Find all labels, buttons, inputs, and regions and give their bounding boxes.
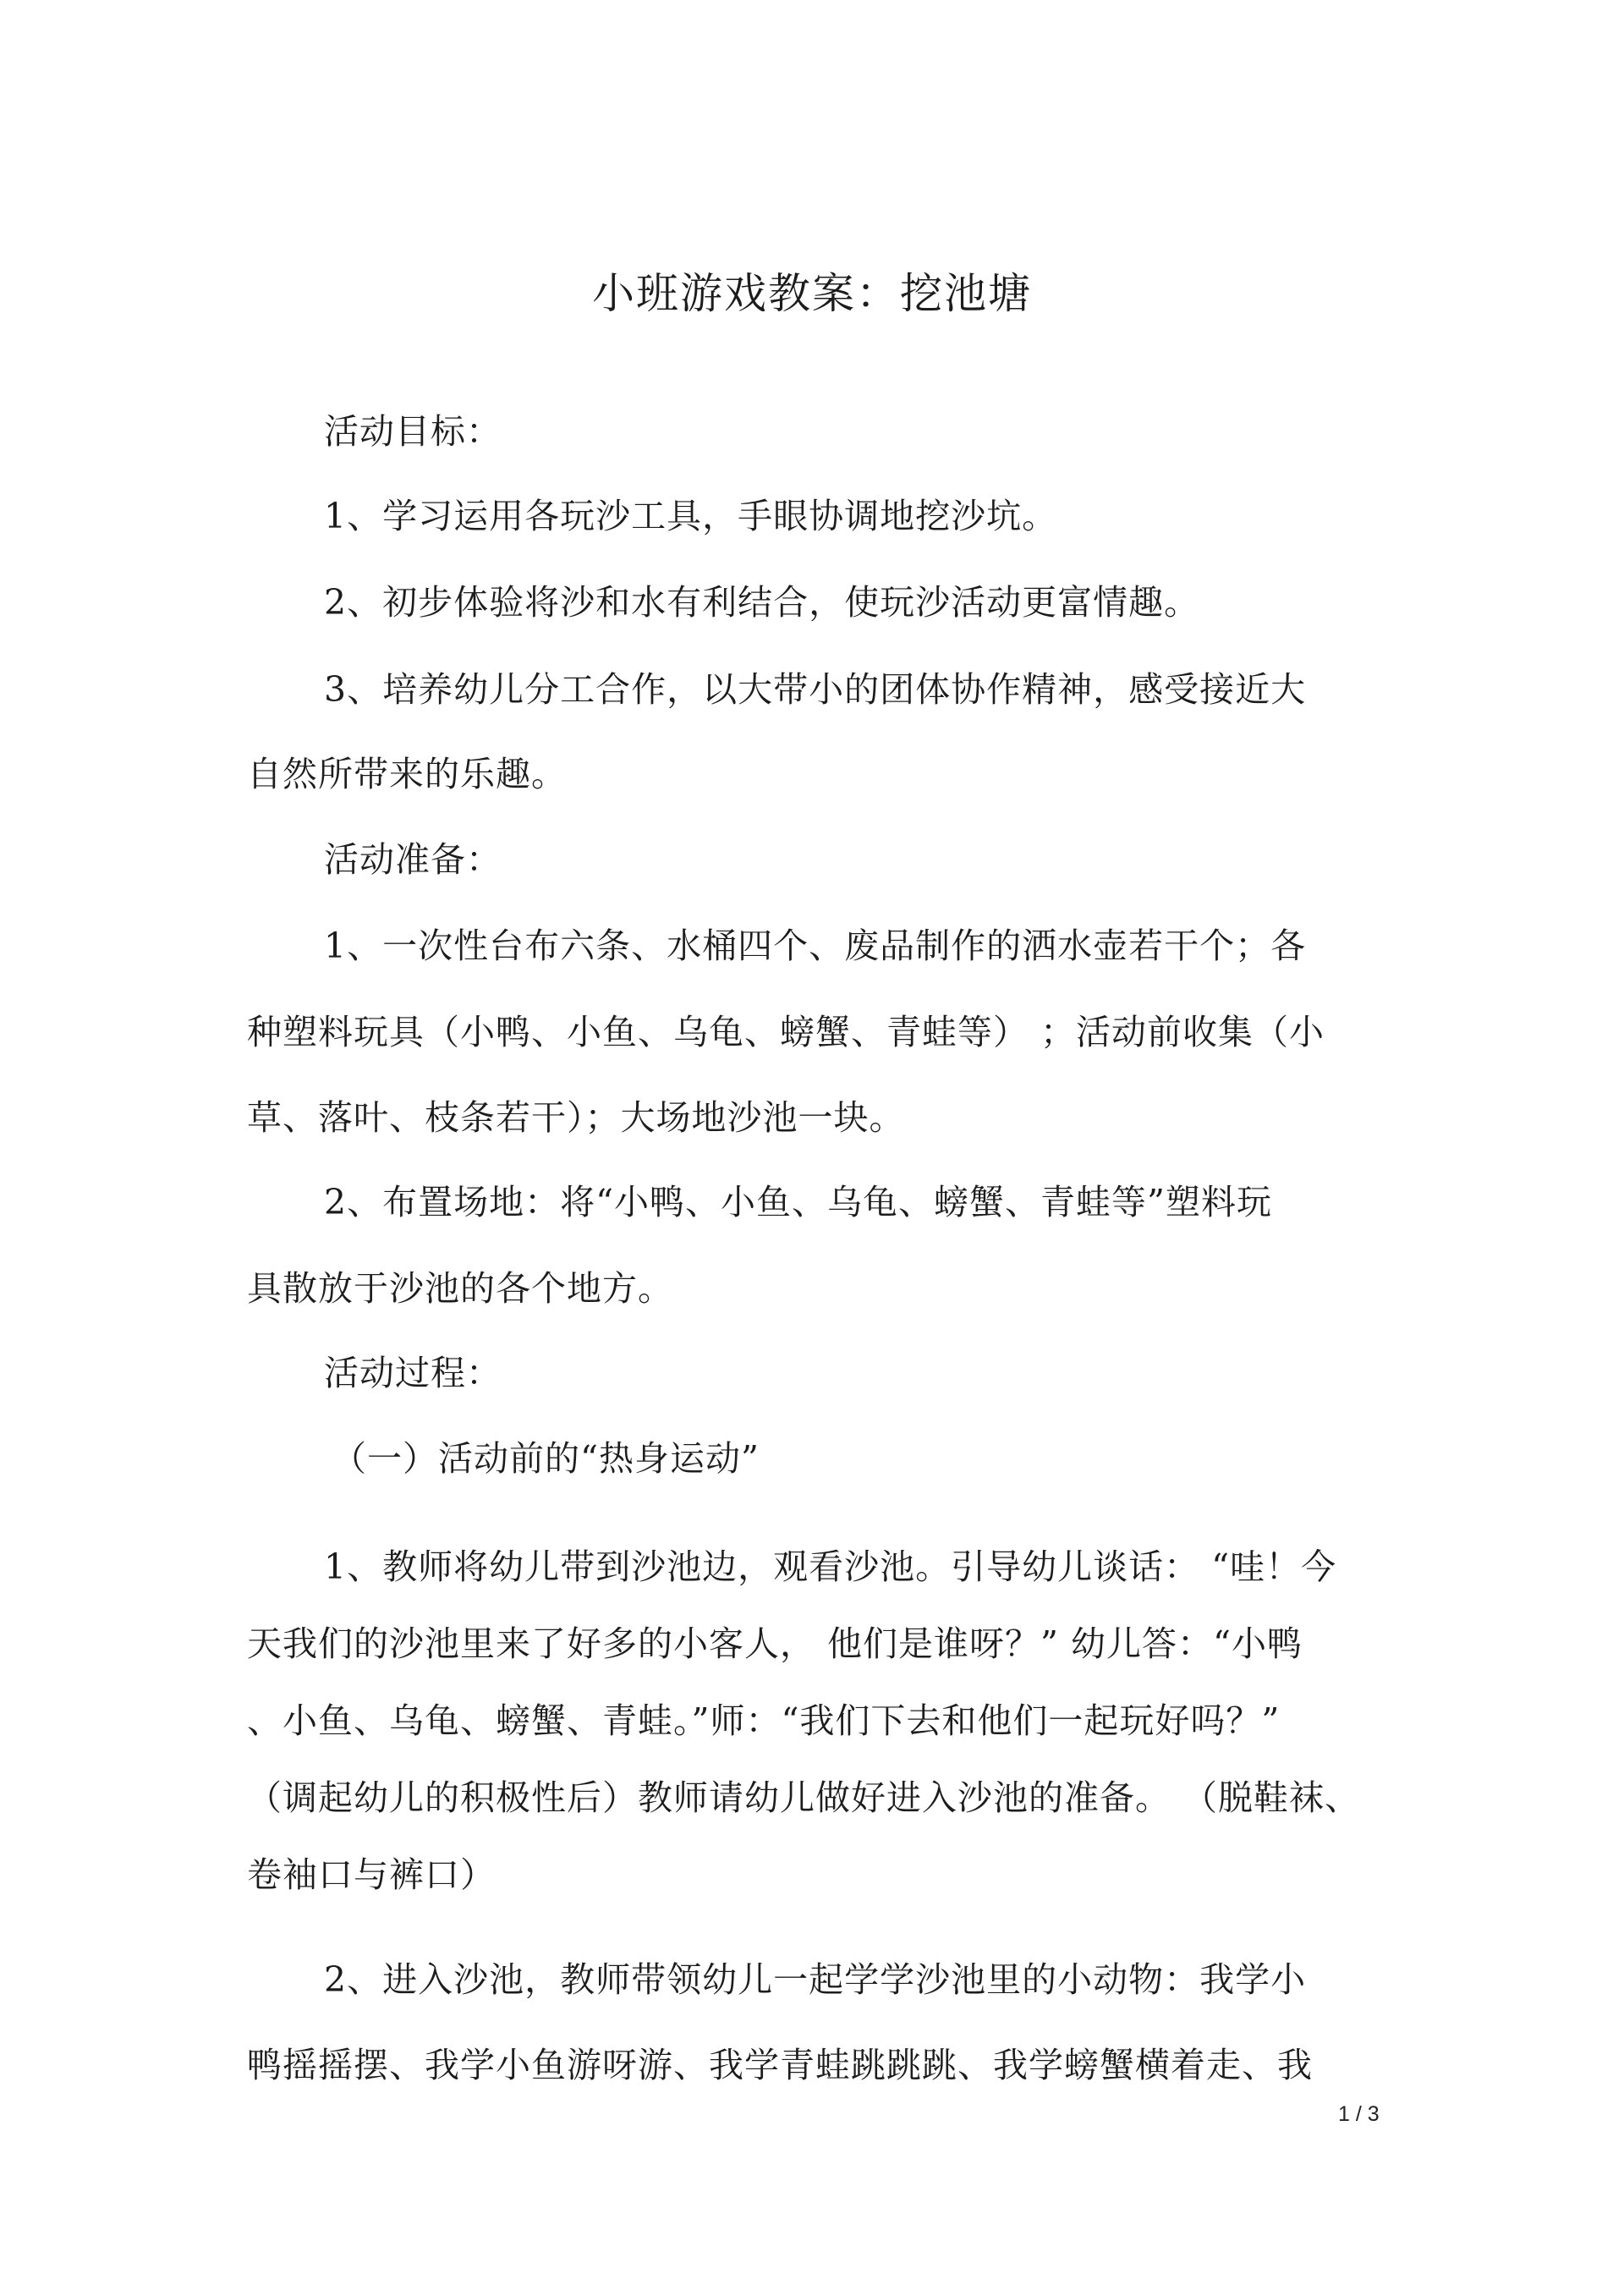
paragraph-line: （调起幼儿的积极性后）教师请幼儿做好进入沙池的准备。 （脱鞋袜、 bbox=[247, 1777, 1361, 1818]
paragraph-line: 种塑料玩具（小鸭、小鱼、乌龟、螃蟹、青蛙等） ；活动前收集（小 bbox=[247, 1012, 1325, 1052]
document-title: 小班游戏教案：挖池塘 bbox=[592, 269, 1032, 318]
paragraph-line: 草、落叶、枝条若干）；大场地沙池一块。 bbox=[247, 1097, 905, 1138]
paragraph-line: 具散放于沙池的各个地方。 bbox=[247, 1268, 673, 1309]
section-heading-process: 活动过程： bbox=[324, 1353, 502, 1393]
paragraph-line: 2、布置场地：将“小鸭、小鱼、乌龟、螃蟹、青蛙等”塑料玩 bbox=[324, 1182, 1273, 1222]
paragraph-line: 1、学习运用各玩沙工具，手眼协调地挖沙坑。 bbox=[324, 496, 1058, 536]
paragraph-line: 鸭摇摇摆、我学小鱼游呀游、我学青蛙跳跳跳、我学螃蟹横着走、我 bbox=[247, 2045, 1313, 2085]
section-heading-preparation: 活动准备： bbox=[324, 839, 502, 880]
section-heading-goals: 活动目标： bbox=[324, 411, 502, 452]
paragraph-line: 2、初步体验将沙和水有利结合，使玩沙活动更富情趣。 bbox=[324, 582, 1200, 623]
paragraph-line: 2、进入沙池，教师带领幼儿一起学学沙池里的小动物：我学小 bbox=[324, 1959, 1307, 2000]
page-number: 1 / 3 bbox=[1338, 2102, 1380, 2126]
paragraph-line: 天我们的沙池里来了好多的小客人， 他们是谁呀？” 幼儿答：“小鸭 bbox=[247, 1623, 1303, 1664]
paragraph-line: 1、一次性台布六条、水桶四个、废品制作的洒水壶若干个；各 bbox=[324, 926, 1307, 966]
paragraph-line: 1、教师将幼儿带到沙池边，观看沙池。引导幼儿谈话： “哇！今 bbox=[324, 1546, 1337, 1587]
paragraph-line: 卷袖口与裤口） bbox=[247, 1854, 496, 1895]
paragraph-line: 、小鱼、乌龟、螃蟹、青蛙。”师：“我们下去和他们一起玩好吗？” bbox=[247, 1700, 1281, 1741]
paragraph-line: 自然所带来的乐趣。 bbox=[247, 754, 567, 794]
paragraph-line: 3、培养幼儿分工合作，以大带小的团体协作精神，感受接近大 bbox=[324, 669, 1307, 710]
subsection-heading: （一）活动前的“热身运动” bbox=[332, 1438, 760, 1479]
